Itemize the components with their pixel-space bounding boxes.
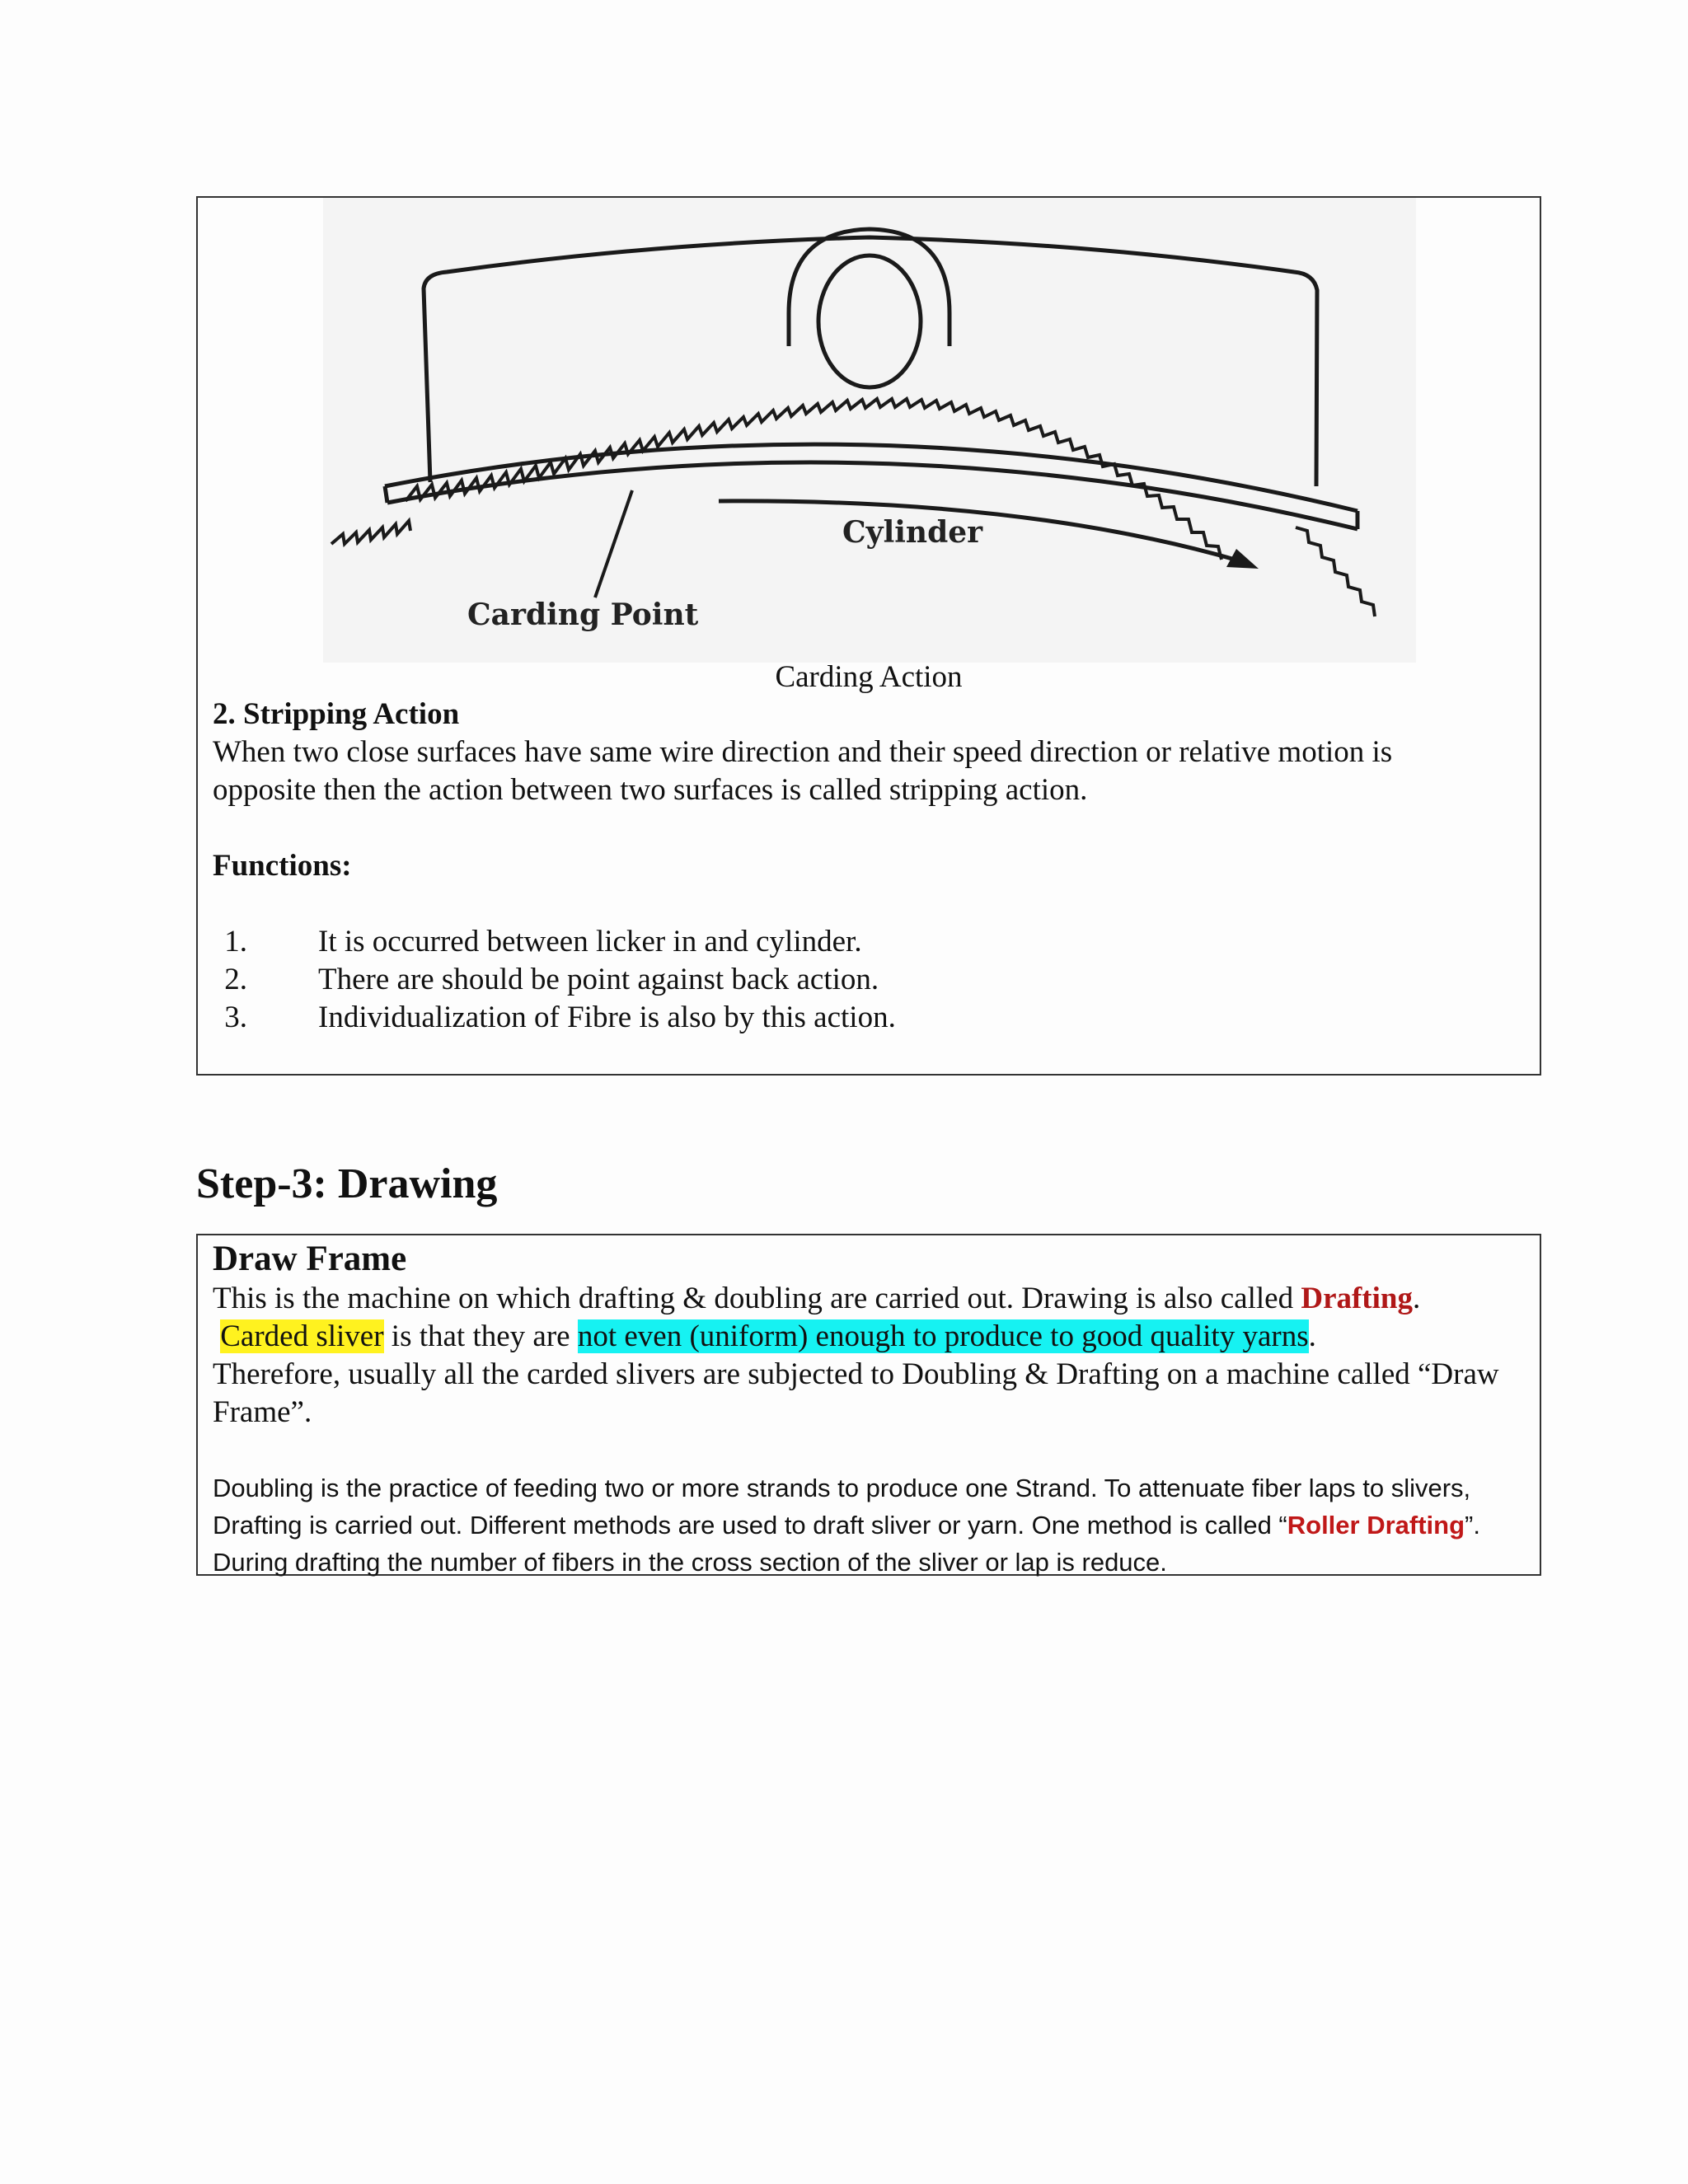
- stripping-action-section: [213, 696, 1490, 1037]
- figure-caption: Carding Action: [775, 660, 963, 694]
- list-text: Individualization of Fibre is also by this action.: [318, 1001, 896, 1034]
- cylinder-label: Cylinder: [842, 515, 983, 550]
- text-run: .: [1308, 1319, 1316, 1353]
- carding-section-box: [196, 196, 1541, 1076]
- drafting-term: Drafting: [1301, 1282, 1413, 1315]
- functions-label: Functions:: [213, 849, 352, 883]
- text-run: This is the machine on which drafting & doubling are carried out. Drawing is also called: [213, 1282, 1301, 1315]
- list-item: [213, 923, 1490, 961]
- text-run: is that they are: [383, 1319, 578, 1353]
- draw-frame-title: Draw Frame: [213, 1240, 407, 1278]
- not-even-highlight: not even (uniform) enough to produce to good quality yarns: [577, 1319, 1309, 1353]
- text-run: Doubling is the practice of feeding two or more strands to produce one Strand. To attenuate fiber laps to slivers, Drafting is carried out. Different methods are used to draft sliver or yarn. One method is called “: [213, 1474, 1471, 1540]
- doubling-paragraph: [213, 1469, 1523, 1581]
- functions-list: [213, 923, 1490, 1037]
- draw-frame-para-2: [213, 1318, 1523, 1356]
- text-run: .: [1413, 1282, 1421, 1315]
- list-item: [213, 999, 1490, 1037]
- carding-action-figure: [323, 198, 1416, 663]
- step-3-heading: Step-3: Drawing: [196, 1160, 498, 1207]
- roller-drafting-term: Roller Drafting: [1287, 1511, 1465, 1540]
- list-number: 1.: [224, 925, 247, 958]
- stripping-action-body: When two close surfaces have same wire direction and their speed direction or relative motion is opposite then the action between two surfaces is called stripping action.: [213, 735, 1393, 807]
- text-run: ”. During drafting the number of fibers in the cross section of the sliver or lap is reduce.: [213, 1511, 1480, 1577]
- list-item: [213, 961, 1490, 999]
- stripping-action-heading: 2. Stripping Action: [213, 697, 460, 731]
- list-number: 3.: [224, 1001, 247, 1034]
- carding-point-label: Carding Point: [467, 598, 699, 632]
- draw-frame-box: [196, 1234, 1541, 1576]
- draw-frame-para-1: [213, 1280, 1523, 1318]
- carded-sliver-highlight: Carded sliver: [220, 1319, 384, 1353]
- list-text: There are should be point against back action.: [318, 963, 879, 996]
- list-text: It is occurred between licker in and cylinder.: [318, 925, 862, 958]
- carding-diagram: [323, 198, 1416, 663]
- draw-frame-para-3: Therefore, usually all the carded slivers are subjected to Doubling & Drafting on a machine called “Draw Frame”.: [213, 1357, 1499, 1429]
- list-number: 2.: [224, 963, 247, 996]
